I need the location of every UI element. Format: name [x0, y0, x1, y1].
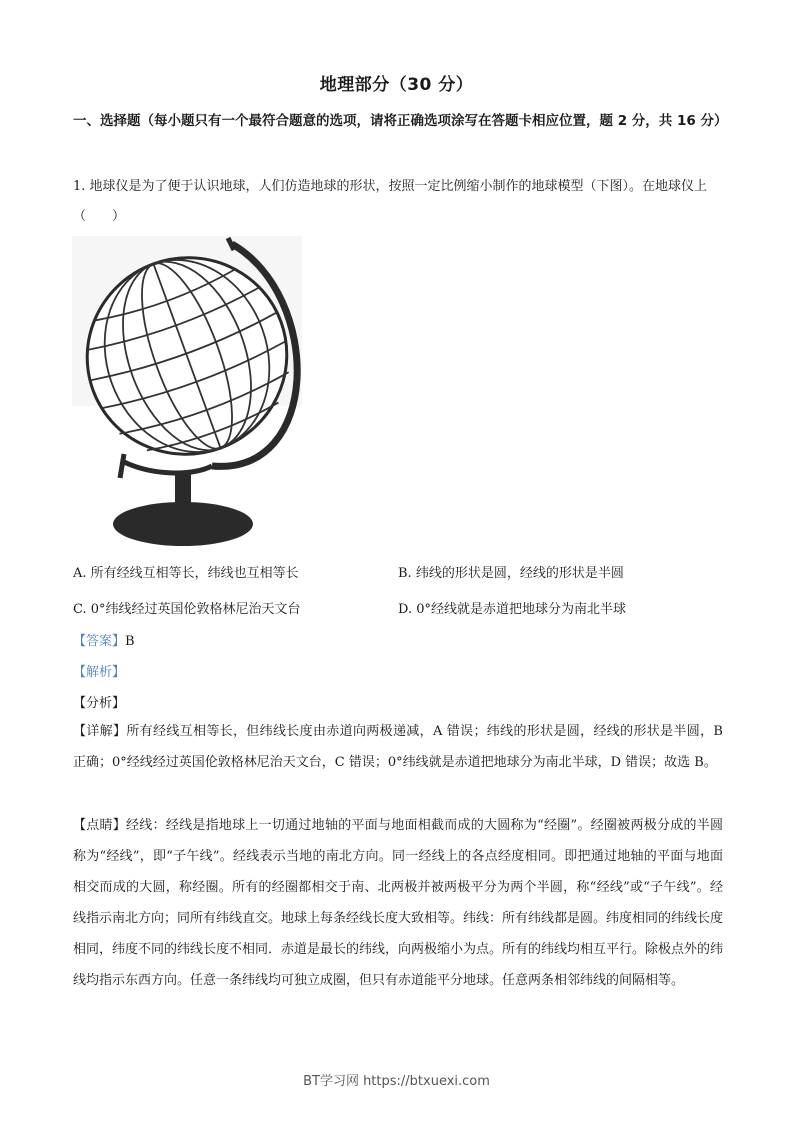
- option-text: 0°纬线经过英国伦敦格林尼治天文台: [90, 602, 301, 617]
- option-key: B.: [398, 566, 412, 581]
- answer-value: B: [125, 634, 135, 649]
- option-c: [73, 598, 301, 617]
- option-text: 纬线的形状是圆，经线的形状是半圆: [415, 566, 624, 581]
- fenxi-label: 【分析】: [73, 696, 126, 711]
- globe-figure: [72, 236, 320, 554]
- detail-label: 【详解】: [73, 724, 127, 739]
- option-text: 所有经线互相等长，纬线也互相等长: [90, 566, 299, 581]
- option-key: D.: [398, 602, 413, 617]
- tip-text: 经线：经线是指地球上一切通过地轴的平面与地面相截而成的大圆称为“经圈”。经圈被两极分成的半圆称为“经线”，即“子午线”。经线表示当地的南北方向。同一经线上的各点经度相同。即把通过地轴的平面与地面相交而成的大圆，称经圈。所有的经圈都相交于南、北两极并被两极平分为两个半圆，称“经线”或“子午线”。经线指示南北方向；同所有纬线直交。地球上每条经线长度大致相等。纬线：所有纬线都是圆。纬度相同的纬线长度相同，纬度不同的纬线长度不相同．赤道是最长的纬线，向两极缩小为点。所有的纬线均相互平行。除极点外的纬线均指示东西方向。任意一条纬线均可独立成圈，但只有赤道能平分地球。任意两条相邻纬线的间隔相等。: [73, 818, 724, 988]
- question-number: 1.: [73, 179, 86, 194]
- option-key: A.: [73, 566, 87, 581]
- answer-label: 【答案】: [73, 634, 126, 649]
- answer-line: [73, 630, 135, 649]
- option-text: 0°经线就是赤道把地球分为南北半球: [416, 602, 627, 617]
- detail-text: 所有经线互相等长，但纬线长度由赤道向两极递减，A 错误；纬线的形状是圆，经线的形状是半圆，B 正确；0°经线经过英国伦敦格林尼治天文台，C 错误；0°纬线就是赤道把地球分为南北半球，D 错误；故选 B。: [73, 724, 723, 770]
- tip-label: 【点睛】: [73, 818, 127, 833]
- section-heading: 一、选择题（每小题只有一个最符合题意的选项，请将正确选项涂写在答题卡相应位置，题 2 分，共 16 分）: [73, 113, 728, 129]
- page-title: 地理部分（30 分）: [319, 75, 474, 95]
- option-b: [398, 562, 624, 581]
- globe-icon: [72, 236, 320, 554]
- detail-paragraph: [73, 716, 723, 778]
- question-1: [73, 172, 723, 232]
- option-a: [73, 562, 299, 581]
- footer-watermark: BT学习网 https://btxuexi.com: [303, 1074, 490, 1089]
- analysis-label: 【解析】: [73, 665, 126, 680]
- question-text: 地球仪是为了便于认识地球，人们仿造地球的形状，按照一定比例缩小制作的地球模型（下图）。在地球仪上（ ）: [73, 179, 708, 224]
- tip-paragraph: [73, 810, 723, 996]
- option-d: [398, 598, 626, 617]
- option-key: C.: [73, 602, 87, 617]
